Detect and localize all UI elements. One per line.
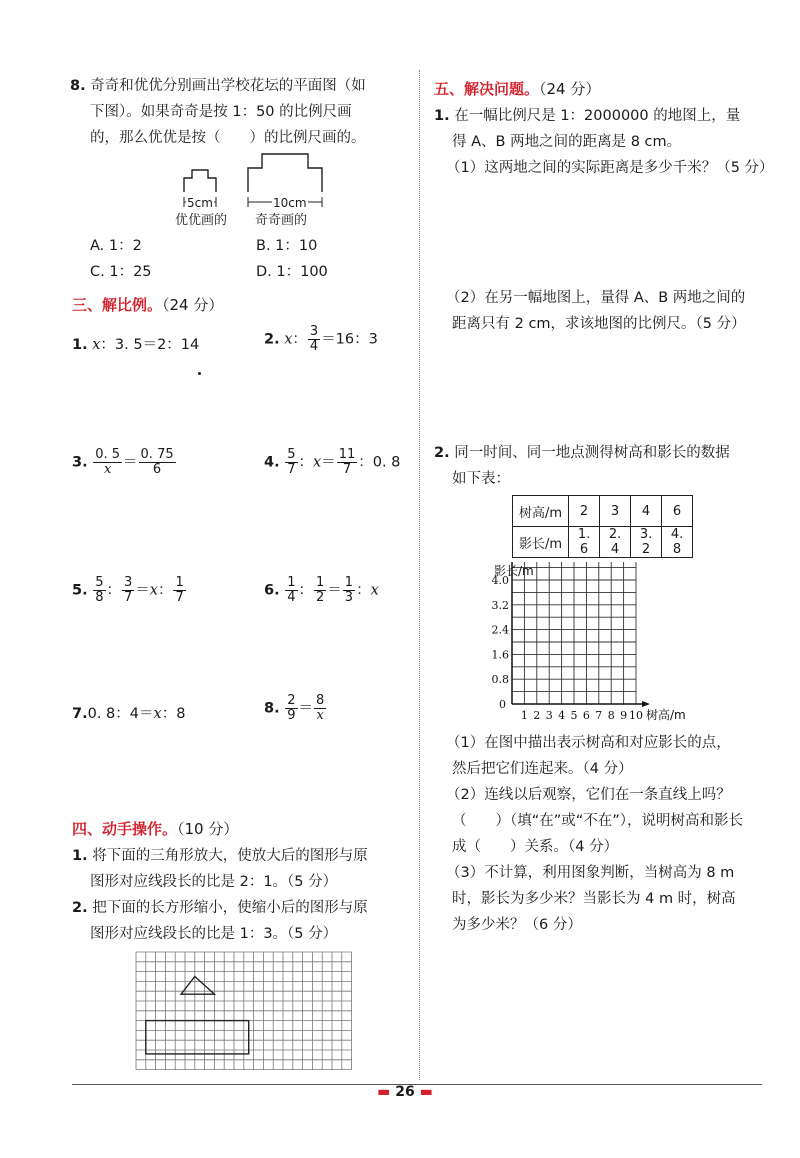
numerator: 1: [287, 575, 296, 590]
colon: ：: [157, 582, 173, 599]
fraction: [308, 325, 320, 354]
small-flowerbed-shape: [184, 170, 216, 192]
sec4-item1-line1: [72, 846, 368, 866]
section-3-title: 三、解比例。: [72, 296, 163, 314]
x-axis-title: 树高/m: [646, 708, 686, 722]
denominator: 7: [287, 462, 296, 477]
equals: ＝: [321, 454, 336, 471]
proportion-1: [72, 333, 199, 354]
sec4-item2-line1: [72, 898, 368, 918]
table-cell: 2: [569, 496, 600, 527]
page-dash-left: ▬: [377, 1084, 391, 1100]
proportion-6: [264, 576, 379, 605]
numerator: 3: [309, 324, 319, 339]
denominator: 7: [175, 590, 184, 605]
big-flowerbed-shape: [248, 154, 322, 192]
proportion-3-number: 3.: [72, 454, 88, 471]
denominator: x: [103, 462, 112, 477]
denominator: 7: [342, 462, 352, 477]
sec5-q1-number: 1.: [434, 108, 450, 124]
table-cell: 6: [662, 496, 693, 527]
x-tick-label: 1: [520, 709, 528, 722]
section-5-title: 五、解决问题。: [434, 80, 540, 98]
table-cell: 4: [631, 496, 662, 527]
proportion-7-text-b: ：8: [161, 706, 186, 722]
denominator: 2: [316, 590, 325, 605]
numerator: 2: [287, 693, 296, 708]
fraction: [93, 576, 105, 605]
table-row-header: 影长/m: [513, 527, 569, 558]
table-cell: 3. 2: [631, 527, 662, 558]
x-tick-label: 4: [558, 709, 566, 722]
colon: ：: [356, 582, 371, 599]
numerator: 0. 75: [140, 447, 174, 462]
sec5-q2-sub1-line2: 然后把它们连起来。（4 分）: [452, 761, 633, 777]
x-tick-label: 8: [607, 709, 615, 722]
numerator: 5: [95, 575, 104, 590]
fraction: [285, 576, 297, 605]
fraction: [343, 576, 355, 605]
y-tick-label: 2.4: [491, 623, 509, 637]
y-tick-label: 4.0: [491, 574, 509, 587]
sec4-item1-text-1: 将下面的三角形放大，使放大后的图形与原: [92, 848, 368, 864]
denominator: 8: [95, 590, 104, 605]
section-3-score: （24 分）: [162, 296, 224, 314]
proportion-6-number: 6.: [264, 582, 280, 599]
numerator: 1: [344, 575, 354, 590]
stray-dot: [198, 372, 201, 375]
y-tick-label: 1.6: [491, 648, 509, 662]
proportion-2-number: 2.: [264, 331, 280, 348]
section-4-heading: [72, 818, 238, 839]
fraction: [314, 576, 326, 605]
small-dim-label: 5cm: [186, 193, 214, 213]
fraction: [285, 448, 297, 477]
sec5-q1-text-1: 在一幅比例尺是 1：2000000 的地图上，量: [454, 108, 741, 124]
sec5-q2-text-1: 同一时间、同一地点测得树高和影长的数据: [454, 445, 730, 461]
sec5-q1-sub1: （1）这两地之间的实际距离是多少千米？（5 分）: [446, 160, 774, 176]
sec5-q2-line1: [434, 443, 730, 463]
section-4-title: 四、动手操作。: [72, 820, 178, 838]
sec5-q1-sub2-line1: （2）在另一幅地图上，量得 A、B 两地之间的: [446, 290, 746, 306]
sec5-q2-sub2-line3[interactable]: 成（ ）关系。（4 分）: [452, 839, 619, 855]
var-x: x: [92, 337, 101, 353]
numerator: 1: [316, 575, 325, 590]
fraction: [314, 694, 326, 723]
fraction: [173, 576, 185, 605]
proportion-5: [72, 576, 187, 605]
sec4-item2-number: 2.: [72, 900, 88, 916]
fraction: [93, 448, 122, 477]
numerator: 11: [338, 447, 356, 462]
sec5-q2-sub3-line2: 时，影长为多少米？当影长为 4 m 时，树高: [452, 891, 736, 907]
x-tick-label: 5: [570, 709, 578, 722]
y-tick-label: 0.8: [491, 673, 509, 687]
x-tick-label: 6: [582, 709, 590, 722]
colon: ：: [298, 454, 313, 471]
proportion-5-number: 5.: [72, 582, 88, 599]
table-row: [513, 496, 693, 527]
sec4-item2-text-2: 图形对应线段长的比是 1：3。（5 分）: [90, 926, 338, 942]
sec4-item1-number: 1.: [72, 848, 88, 864]
proportion-3: [72, 448, 177, 477]
denominator: x: [316, 708, 324, 723]
proportion-7: [72, 702, 185, 723]
colon: ：: [298, 582, 313, 599]
numerator: 5: [287, 447, 296, 462]
proportion-4-text: ：0. 8: [358, 454, 401, 471]
equals: ＝: [327, 582, 342, 599]
x-tick-label: 2: [533, 709, 541, 722]
fraction: [122, 576, 134, 605]
denominator: 4: [287, 590, 296, 605]
q8-text-2: 下图）。如果奇奇是按 1：50 的比例尺画: [90, 104, 352, 120]
table-row-header: 树高/m: [513, 496, 569, 527]
numerator: 8: [316, 693, 325, 708]
fraction: [285, 694, 297, 723]
q8-line1: [70, 76, 366, 96]
proportion-8: [264, 694, 327, 723]
origin-label: 0: [499, 698, 506, 711]
sec5-q2-sub3-line1: （3）不计算，利用图象判断，当树高为 8 m: [446, 865, 735, 881]
var-x: x: [313, 454, 322, 471]
sec4-item2-text-1: 把下面的长方形缩小，使缩小后的图形与原: [92, 900, 368, 916]
page-number-text: 26: [395, 1084, 415, 1100]
sec5-q1-sub2-line2: 距离只有 2 cm，求该地图的比例尺。（5 分）: [452, 316, 746, 332]
table-cell: 2. 4: [600, 527, 631, 558]
shadow-chart[interactable]: [468, 562, 736, 728]
equals: ＝: [298, 700, 313, 717]
x-tick-label: 3: [545, 709, 553, 722]
x-tick-label: 9: [620, 709, 628, 722]
table-cell: 1. 6: [569, 527, 600, 558]
sec5-q2-sub2-line2[interactable]: （ ）（填“在”或“不在”），说明树高和影长: [452, 813, 744, 829]
q8-text-3: 的，那么优优是按（ ）的比例尺画的。: [90, 130, 366, 146]
q8-option-c[interactable]: C. 1：25: [90, 264, 152, 280]
column-divider: [419, 70, 420, 1080]
equals: ＝: [123, 454, 138, 471]
proportion-2: [264, 325, 378, 354]
proportion-1-text: ：3. 5＝2：14: [100, 337, 200, 353]
sec5-q2-sub1-line1: （1）在图中描出表示树高和对应影长的点，: [446, 735, 731, 751]
q8-text-1: 奇奇和优优分别画出学校花坛的平面图（如: [90, 78, 366, 94]
proportion-4: [264, 448, 400, 477]
denominator: 6: [152, 462, 162, 477]
var-x: x: [284, 331, 293, 348]
proportion-1-number: 1.: [72, 337, 88, 353]
section-5-score: （24 分）: [539, 80, 601, 98]
x-tick-label: 7: [595, 709, 603, 722]
rectangle-shape: [146, 1021, 249, 1054]
var-x: x: [370, 582, 379, 599]
x-axis-arrow: [642, 701, 650, 707]
fraction: [139, 448, 176, 477]
page-dash-right: ▬: [419, 1084, 433, 1100]
proportion-7-text: 0. 8：4＝: [87, 706, 154, 722]
sec5-q2-number: 2.: [434, 445, 450, 461]
sec5-q1-text-2: 得 A、B 两地之间的距离是 8 cm。: [452, 134, 682, 150]
numerator: 3: [124, 575, 133, 590]
sec5-q2-text-2: 如下表：: [452, 471, 510, 487]
table-row: [513, 527, 693, 558]
denominator: 9: [287, 708, 296, 723]
q8-option-b[interactable]: B. 1：10: [256, 238, 318, 254]
var-x: x: [153, 706, 162, 722]
proportion-8-number: 8.: [264, 700, 280, 717]
numerator: 1: [175, 575, 184, 590]
drawing-grid[interactable]: [134, 950, 352, 1072]
var-x: x: [149, 582, 158, 599]
y-axis-title: 影长/m: [494, 564, 534, 578]
sec4-item1-text-2: 图形对应线段长的比是 2：1。（5 分）: [90, 874, 338, 890]
q8-number: 8.: [70, 78, 86, 94]
equals: ＝: [135, 582, 150, 599]
big-dim-label: 10cm: [272, 193, 308, 213]
x-tick-label: 10: [629, 709, 643, 722]
proportion-2-text: ＝16：3: [321, 331, 378, 348]
denominator: 7: [124, 590, 133, 605]
page-number: [375, 1084, 435, 1100]
proportion-7-number: 7.: [72, 706, 88, 722]
sec5-q2-sub2-line1: （2）连线以后观察，它们在一条直线上吗？: [446, 787, 731, 803]
colon: ：: [292, 331, 307, 348]
table-cell: 3: [600, 496, 631, 527]
denominator: 4: [309, 339, 319, 354]
q8-option-a[interactable]: A. 1：2: [90, 238, 142, 254]
proportion-4-number: 4.: [264, 454, 280, 471]
section-4-score: （10 分）: [177, 820, 239, 838]
denominator: 3: [344, 590, 354, 605]
fraction: [337, 448, 358, 477]
sec5-q1-line1: [434, 106, 740, 126]
tree-shadow-table: [512, 495, 693, 558]
small-figure-caption: 优优画的: [175, 213, 228, 228]
sec5-q2-sub3-line3: 为多少米？（6 分）: [452, 917, 582, 933]
q8-option-d[interactable]: D. 1：100: [256, 264, 328, 280]
y-tick-label: 3.2: [491, 598, 509, 612]
numerator: 0. 5: [95, 447, 121, 462]
table-cell: 4. 8: [662, 527, 693, 558]
colon: ：: [106, 582, 121, 599]
section-3-heading: [72, 294, 223, 315]
big-figure-caption: 奇奇画的: [255, 213, 308, 228]
section-5-heading: [434, 78, 600, 99]
